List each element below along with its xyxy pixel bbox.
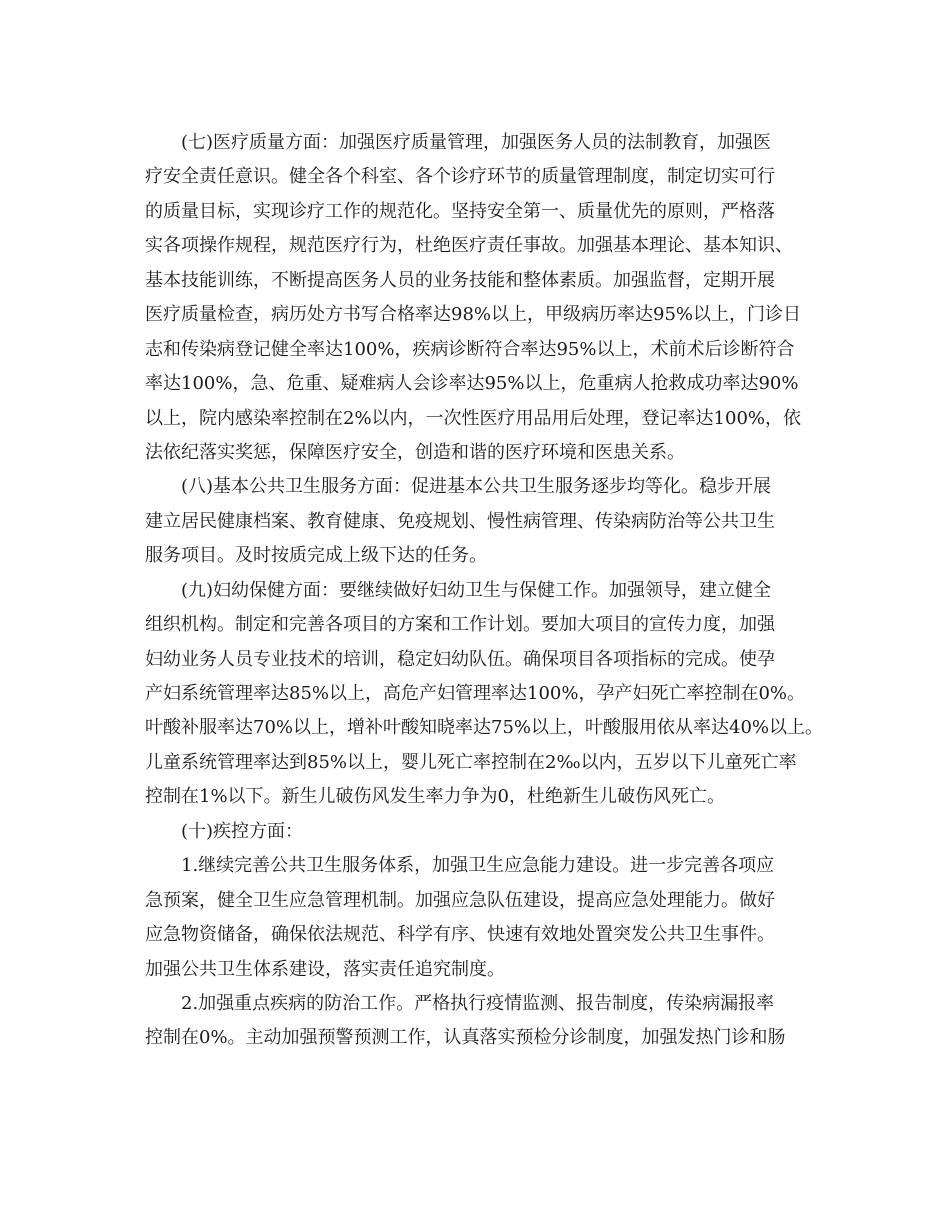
text-line: 叶酸补服率达70%以上，增补叶酸知晓率达75%以上，叶酸服用依从率达40%以上。: [145, 717, 824, 739]
text-line: (七)医疗质量方面：加强医疗质量管理，加强医务人员的法制教育，加强医: [181, 132, 772, 153]
text-line: 儿童系统管理率达到85%以上，婴儿死亡率控制在2‰以内，五岁以下儿童死亡率: [145, 751, 797, 773]
text-line: 控制在0%。主动加强预警预测工作，认真落实预检分诊制度，加强发热门诊和肠: [145, 1027, 786, 1049]
text-line: 法依纪落实奖惩，保障医疗安全，创造和谐的医疗环境和医患关系。: [145, 441, 685, 463]
text-line: 基本技能训练，不断提高医务人员的业务技能和整体素质。加强监督，定期开展: [145, 269, 775, 291]
text-line: 1.继续完善公共卫生服务体系，加强卫生应急能力建设。进一步完善各项应: [181, 855, 775, 877]
text-line: 加强公共卫生体系建设，落实责任追究制度。: [145, 958, 505, 980]
text-line: 2.加强重点疾病的防治工作。严格执行疫情监测、报告制度，传染病漏报率: [181, 992, 775, 1014]
text-line: 组织机构。制定和完善各项目的方案和工作计划。要加大项目的宣传力度，加强: [145, 614, 775, 636]
text-line: (九)妇幼保健方面：要继续做好妇幼卫生与保健工作。加强领导，建立健全: [181, 579, 772, 601]
text-line: 的质量目标，实现诊疗工作的规范化。坚持安全第一、质量优先的原则，严格落: [145, 200, 775, 222]
document-body: [145, 126, 824, 1056]
text-line: (十)疾控方面：: [181, 820, 304, 842]
text-line: 志和传染病登记健全率达100%，疾病诊断符合率达95%以上，术前术后诊断符合: [145, 338, 795, 360]
text-line: 应急物资储备，确保依法规范、科学有序、快速有效地处置突发公共卫生事件。: [145, 924, 775, 946]
text-line: 产妇系统管理率达85%以上，高危产妇管理率达100%，孕产妇死亡率控制在0%。: [145, 683, 806, 704]
text-line: 疗安全责任意识。健全各个科室、各个诊疗环节的质量管理制度，制定切实可行: [145, 166, 775, 188]
text-line: 妇幼业务人员专业技术的培训，稳定妇幼队伍。确保项目各项指标的完成。使孕: [145, 648, 775, 670]
text-line: (八)基本公共卫生服务方面：促进基本公共卫生服务逐步均等化。稳步开展: [181, 476, 772, 498]
text-line: 以上，院内感染率控制在2%以内，一次性医疗用品用后处理，登记率达100%，依: [145, 407, 802, 429]
text-line: 医疗质量检查，病历处方书写合格率达98%以上，甲级病历率达95%以上，门诊日: [145, 304, 802, 326]
text-line: 建立居民健康档案、教育健康、免疫规划、慢性病管理、传染病防治等公共卫生: [145, 510, 775, 532]
text-line: 急预案，健全卫生应急管理机制。加强应急队伍建设，提高应急处理能力。做好: [145, 889, 775, 911]
text-line: 控制在1%以下。新生儿破伤风发生率力争为0，杜绝新生儿破伤风死亡。: [145, 786, 726, 808]
text-line: 率达100%，急、危重、疑难病人会诊率达95%以上，危重病人抢救成功率达90%: [145, 373, 799, 395]
text-line: 服务项目。及时按质完成上级下达的任务。: [145, 545, 487, 567]
text-line: 实各项操作规程，规范医疗行为，杜绝医疗责任事故。加强基本理论、基本知识、: [145, 235, 793, 257]
